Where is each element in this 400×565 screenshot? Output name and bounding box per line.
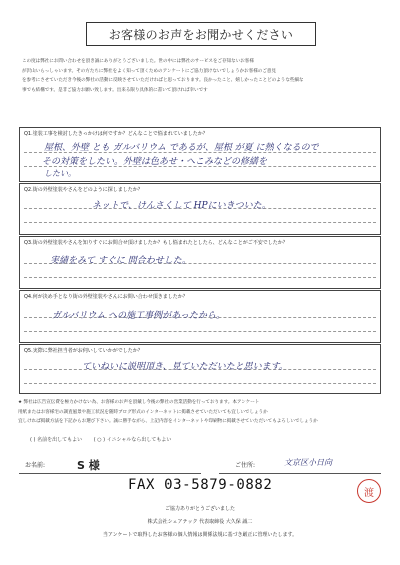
page-title: お客様のお声をお聞かせください xyxy=(86,22,316,46)
name-value: S 様 xyxy=(77,459,100,472)
ruled-line xyxy=(24,331,376,332)
address-label: ご住所: xyxy=(235,462,256,469)
choice-initials-ok[interactable]: ( ○ ) イニシャルなら出してもよい xyxy=(93,437,172,443)
question-5-answer: ていねいに説明頂き、見ていただいたと思います。 xyxy=(82,362,288,372)
question-1-box xyxy=(19,127,381,182)
question-2-answer: ネットで、けんさくして HPにいきついた。 xyxy=(92,201,271,211)
intro-text: この度は弊社にお問い合わせを頂き誠にありがとうございました。世の中には弊社のサービスをご存知ないお客様 が沢山いらっしゃいます。その方たちに弊社をよく知って頂くためのアンケートにご協力頂けないでしょうかお客様のご意見 を参考にさせていただき今後の弊社の活動に反映させていただければと思っております。良かったこと、嬉しかったことどのような些細な 事でも結構です。是非ご協力お願い致します。出来る限り具体的に書いて頂ければ幸いです xyxy=(22,59,304,93)
thanks-text: ご協力ありがとうございました xyxy=(164,506,235,512)
address-value: 文京区小日向 xyxy=(284,458,332,467)
ruled-line xyxy=(24,222,376,223)
note-line: 用紙またはお客様宅の調査風景や施工状況を随時ブログ形式のインターネットに掲載させていただいても宜しいでしょうか xyxy=(18,409,268,415)
question-1-answer-line-2: その対策をしたい。外壁は色あせ・へこみなどの修繕を xyxy=(42,157,268,167)
customer-info-row xyxy=(19,454,381,474)
question-2-label: Q2.街の外壁塗装やさんをどのように探しましたか？ xyxy=(24,187,143,193)
question-4-box xyxy=(19,290,381,343)
question-2-box xyxy=(19,183,381,235)
choice-name-ok[interactable]: ( ) 名前を出してもよい xyxy=(30,437,83,443)
question-3-box xyxy=(19,236,381,289)
privacy-notice: 当アンケートで取得したお客様の個人情報は関係法規に基づき厳正に管理いたします。 xyxy=(102,532,298,538)
address-underline xyxy=(219,473,381,474)
question-5-box xyxy=(19,344,381,394)
ruled-line xyxy=(24,383,376,384)
name-underline xyxy=(19,473,201,474)
note-line: ★ 弊社は広告宣伝費を極力かけない為、お客様のお声を頂戴し今後の弊社の営業活動を行っております。本アンケート xyxy=(18,400,260,405)
question-5-label: Q5.実際に弊社担当者がお伺いしていかがでしたか？ xyxy=(24,348,143,354)
question-3-answer: 実績をみて すぐに 問合わせした。 xyxy=(50,256,191,266)
ruled-line xyxy=(24,277,376,278)
company-signature: 株式会社シェアテック 代表取締役 大久保 誠二 xyxy=(147,519,253,525)
question-4-answer: ガルバリウム への施工事例があったから。 xyxy=(52,311,226,321)
question-1-label: Q1.塗装工事を検討したきっかけは何ですか？どんなことで悩まれていましたか？ xyxy=(24,131,208,137)
name-label: お名前: xyxy=(25,462,46,469)
question-1-answer-line-1: 屋根、外壁 とも ガルバリウム であるが、屋根 が夏 に熱くなるので xyxy=(44,143,319,153)
publication-notes xyxy=(18,398,382,427)
question-3-label: Q3.街の外壁塗装やさんを知りすぐにお問合せ頂けましたか？もし悩まれたとしたら、どんなことがご不安でしたか？ xyxy=(24,240,288,246)
note-line: 宜しければ掲載方法を下記からお選び下さい。誠に勝手ながら、上記内容をインターネットや印刷物に掲載させていただいてもよろしいでしょうか xyxy=(18,419,318,425)
seal-stamp: 渡 xyxy=(357,479,381,503)
publication-choices xyxy=(30,436,181,443)
question-1-answer-line-3: したい。 xyxy=(44,169,76,178)
fax-number: FAX 03-5879-0882 xyxy=(128,477,273,493)
question-4-label: Q4.何が決め手となり街の外壁塗装やさんにお問い合わせ頂きましたか？ xyxy=(24,294,188,300)
